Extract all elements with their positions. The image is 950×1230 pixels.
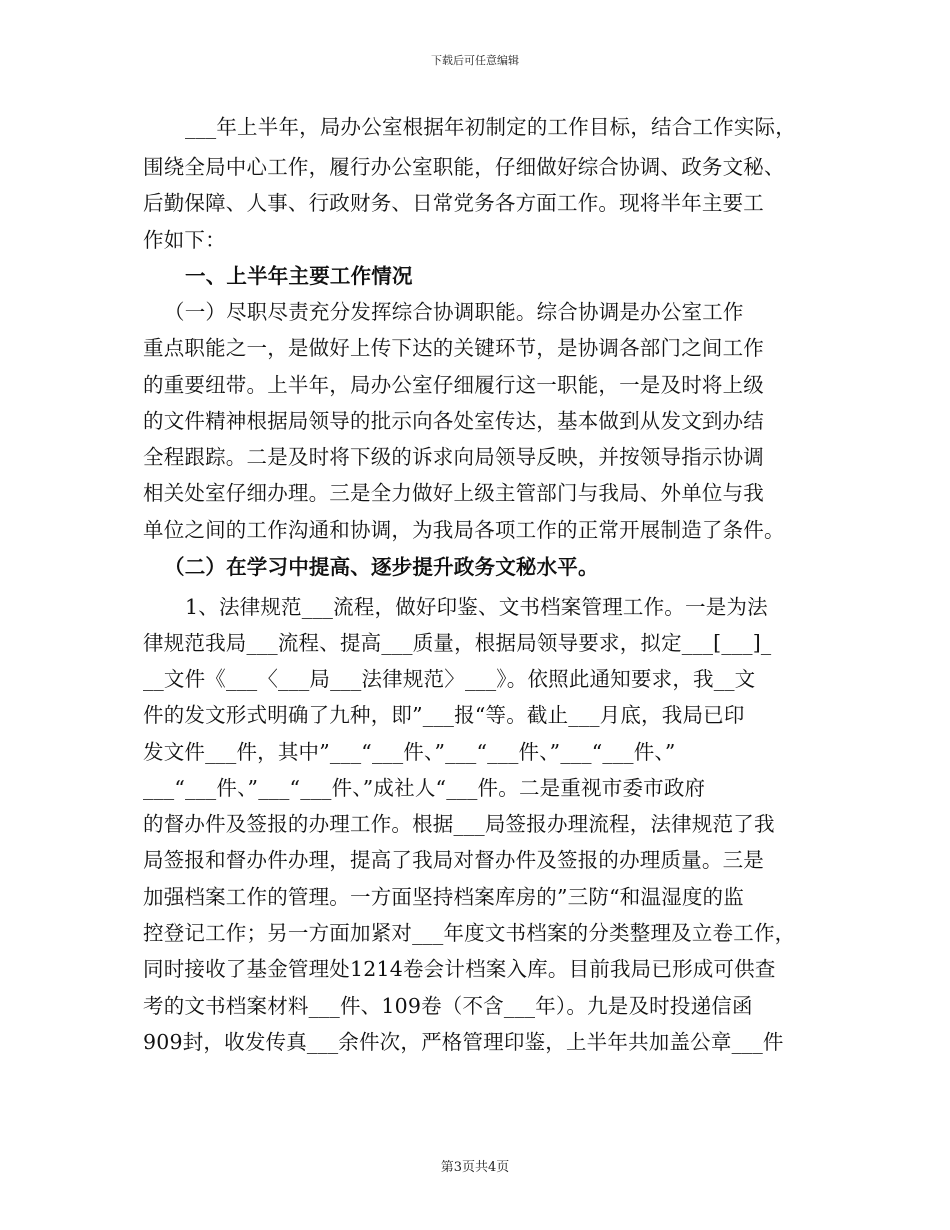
paragraph-line: 的督办件及签报的办理工作。根据___局签报办理流程，法律规范了我 [143,812,775,836]
paragraph-line: 相关处室仔细办理。三是全力做好上级主管部门与我局、外单位与我 [143,481,764,505]
paragraph-line: （二）在学习中提高、逐步提升政务文秘水平。 [164,555,599,579]
paragraph-line: 围绕全局中心工作，履行办公室职能，仔细做好综合协调、政务文秘、 [143,155,785,179]
paragraph-line: 考的文书档案材料___件、109卷（不含___年）。九是及时投递信函 [143,994,753,1018]
paragraph-line: 局签报和督办件办理，提高了我局对督办件及签报的办理质量。三是 [143,848,764,872]
paragraph-line: 作如下： [143,228,226,252]
paragraph-line: 件的发文形式明确了九种，即”___报“等。截止___月底，我局已印 [143,703,745,727]
paragraph-line: 的文件精神根据局领导的批示向各处室传达，基本做到从发文到办结 [143,409,764,433]
paragraph-line: 全程跟踪。二是及时将下级的诉求向局领导反映，并按领导指示协调 [143,445,764,469]
paragraph-line: 同时接收了基金管理处1214卷会计档案入库。目前我局已形成可供查 [143,957,776,981]
paragraph-line: 单位之间的工作沟通和协调，为我局各项工作的正常开展制造了条件。 [143,518,785,542]
page-footer-number: 第3页共4页 [440,1160,510,1175]
paragraph-line: 控登记工作；另一方面加紧对___年度文书档案的分类整理及立卷工作， [143,921,796,945]
paragraph-line: 909封，收发传真___余件次，严格管理印鉴，上半年共加盖公章___件 [143,1030,784,1054]
paragraph-line: ___“___件、”___“___件、”成社人“___件。二是重视市委市政府 [143,776,706,800]
paragraph-line: （一）尽职尽责充分发挥综合协调职能。综合协调是办公室工作 [164,300,744,324]
paragraph-line: 律规范我局___流程、提高___质量，根据局领导要求，拟定___[___]_ [143,631,772,655]
paragraph-line: 一、上半年主要工作情况 [185,264,413,288]
paragraph-line: 后勤保障、人事、行政财务、日常党务各方面工作。现将半年主要工 [143,191,764,215]
paragraph-line: ___年上半年，局办公室根据年初制定的工作目标，结合工作实际， [185,115,796,139]
paragraph-line: 的重要纽带。上半年，局办公室仔细履行这一职能，一是及时将上级 [143,373,764,397]
paragraph-line: 1、法律规范___流程，做好印鉴、文书档案管理工作。一是为法 [185,595,768,619]
paragraph-line: 发文件___件，其中”___“___件、”___“___件、”___“___件、” [143,740,676,764]
paragraph-line: __文件《___〈___局___法律规范〉___》。依照此通知要求，我__文 [143,667,756,691]
page-header-note: 下载后可任意编辑 [431,54,519,67]
paragraph-line: 加强档案工作的管理。一方面坚持档案库房的”三防“和温湿度的监 [143,885,744,909]
paragraph-line: 重点职能之一，是做好上传下达的关键环节，是协调各部门之间工作 [143,336,764,360]
